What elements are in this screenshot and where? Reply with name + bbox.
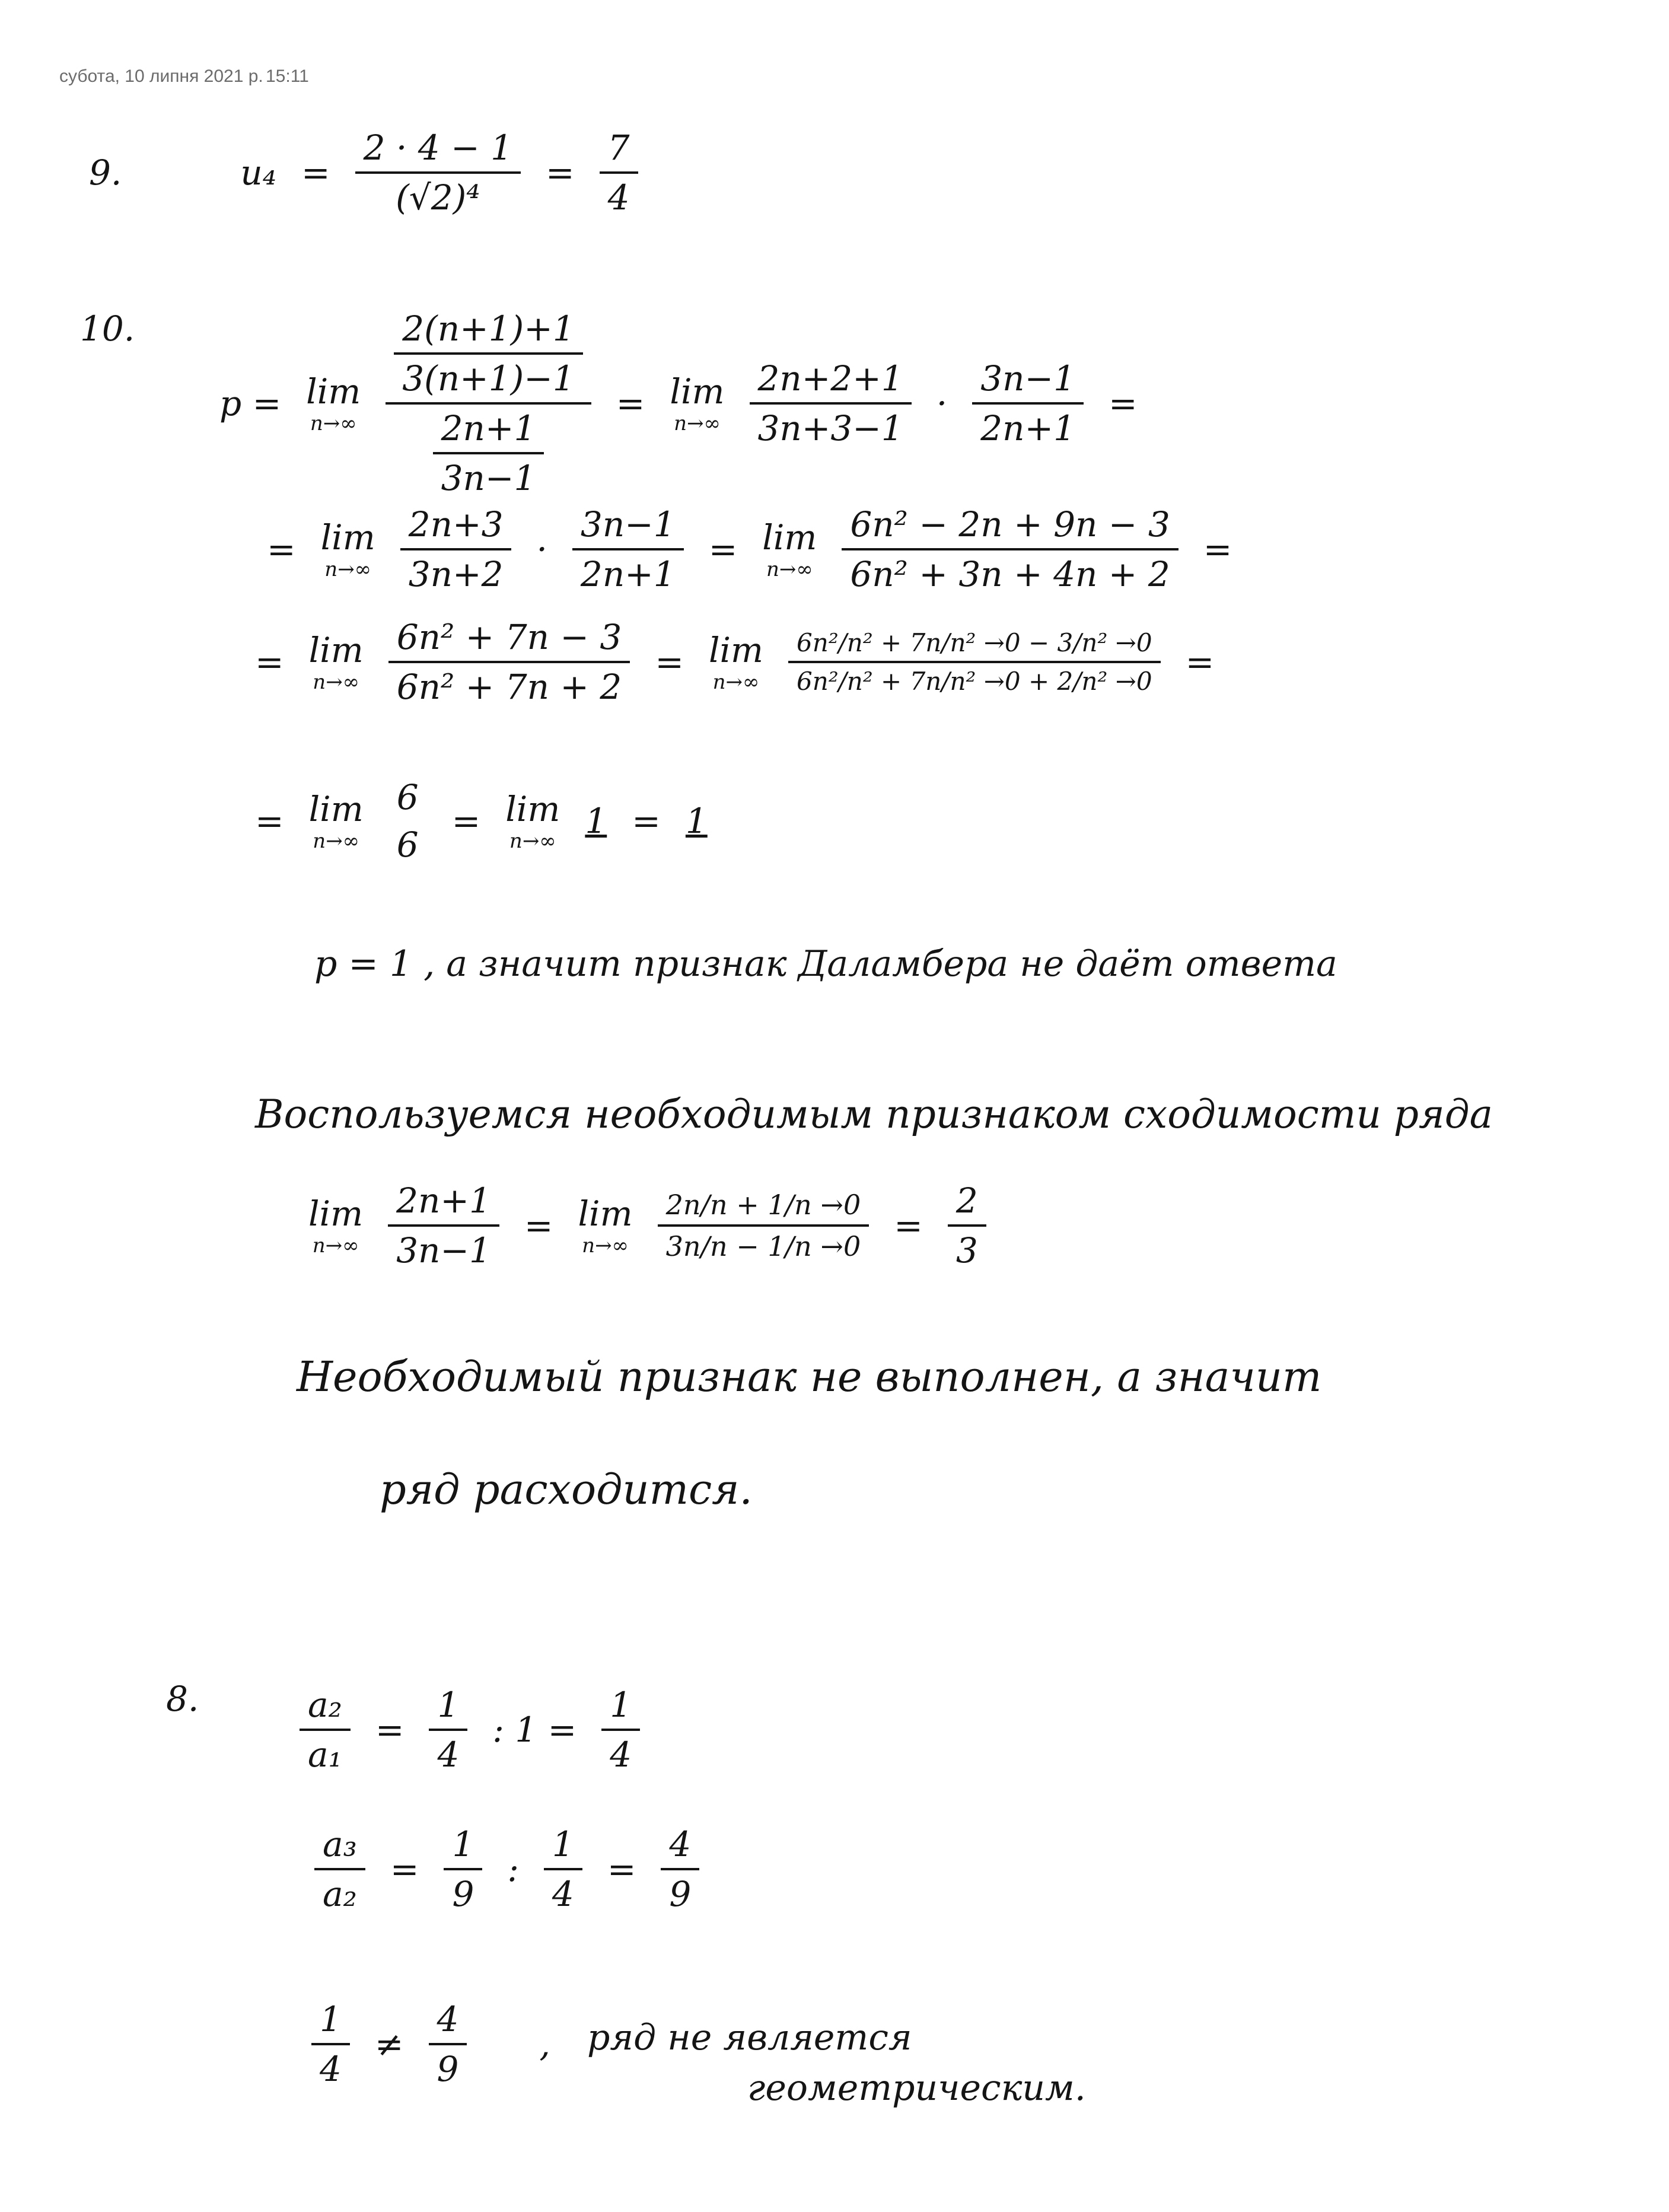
conclusion-not-geometric-a: ряд не является	[587, 2017, 912, 2058]
math-text: 1	[585, 801, 607, 841]
math-text: : 1 =	[492, 1710, 577, 1750]
fraction	[429, 1685, 467, 1775]
fraction	[972, 358, 1084, 448]
problem-10-line-1	[219, 308, 1162, 498]
lim-subscript: n→∞	[324, 558, 372, 581]
denominator: 6n² + 7n + 2	[396, 667, 622, 707]
limit	[308, 1193, 363, 1258]
denominator: 6n²/n² + 7n/n² →0 + 2/n² →0	[797, 667, 1152, 696]
lim-subscript: n→∞	[310, 412, 357, 435]
denominator: 3(n+1)−1	[402, 358, 575, 399]
math-text: u₄	[240, 152, 276, 193]
denominator: 6n² + 3n + 4n + 2	[850, 554, 1170, 594]
lim-text: lim	[578, 1193, 633, 1234]
fraction	[388, 617, 630, 707]
fraction	[400, 504, 512, 594]
fraction	[388, 777, 427, 865]
lim-subscript: n→∞	[582, 1234, 629, 1258]
math-text: =	[451, 801, 481, 841]
fraction	[444, 1824, 482, 1914]
problem-8-row-2	[314, 1824, 724, 1914]
denominator: 3n+2	[408, 554, 504, 594]
denominator: 3n−1	[441, 458, 536, 498]
problem-label: 10.	[80, 308, 135, 349]
math-text: =	[375, 1710, 404, 1750]
math-text: ≠	[374, 2024, 404, 2064]
limit	[709, 630, 763, 694]
fraction	[661, 1824, 699, 1914]
math-text: :	[507, 1849, 519, 1889]
lim-subscript: n→∞	[509, 829, 556, 853]
problem-10-line-2	[267, 504, 1257, 594]
problem-8-label	[166, 1679, 224, 1719]
lim-text: lim	[708, 630, 764, 670]
numerator: a₂	[300, 1685, 351, 1731]
fraction	[544, 1824, 582, 1914]
denominator: 2n+1	[580, 554, 676, 594]
math-text: =	[894, 1205, 923, 1246]
lim-text: lim	[670, 371, 725, 412]
lim-subscript: n→∞	[712, 670, 760, 694]
numerator	[386, 308, 591, 405]
math-text: =	[1185, 642, 1215, 682]
denominator: 2n+1	[980, 408, 1075, 448]
numerator: 7	[600, 128, 638, 174]
denominator: 3n/n − 1/n →0	[665, 1230, 861, 1262]
fraction	[355, 128, 521, 218]
math-text: =	[255, 642, 284, 682]
fraction	[300, 1685, 351, 1775]
denominator: 3	[955, 1230, 978, 1271]
page-time: 15:11	[266, 66, 309, 86]
numerator: 6n² − 2n + 9n − 3	[842, 504, 1178, 550]
math-text: ,	[539, 2024, 550, 2064]
numerator: 1	[444, 1824, 482, 1870]
denominator: 9	[669, 1874, 692, 1914]
denominator: (√2)⁴	[396, 177, 480, 218]
math-text: =	[632, 801, 661, 841]
math-text: =	[607, 1849, 636, 1889]
numerator: 6	[396, 777, 419, 817]
conclusion-dalembert: p = 1 , а значит признак Даламбера не даёт ответа	[314, 943, 1337, 985]
fraction	[788, 628, 1161, 696]
numerator: 6n² + 7n − 3	[388, 617, 630, 663]
denominator: 9	[437, 2049, 459, 2089]
intro-necessary-test: Воспользуемся необходимым признаком сходимости ряда	[255, 1091, 1493, 1137]
problem-8-row-3	[311, 1999, 575, 2089]
lim-text: lim	[320, 517, 375, 558]
problem-10-line-5	[308, 1180, 1011, 1271]
problem-8-row-1	[300, 1685, 665, 1775]
math-text: =	[301, 152, 330, 193]
denominator: 4	[607, 177, 630, 218]
numerator: 2 · 4 − 1	[355, 128, 521, 174]
denominator: a₂	[323, 1874, 357, 1914]
conclusion-diverges: ряд расходится.	[380, 1465, 753, 1514]
lim-text: lim	[308, 630, 364, 670]
problem-10-line-4	[255, 777, 732, 865]
result: 1	[685, 801, 708, 841]
denominator: 4	[320, 2049, 342, 2089]
denominator: 3n−1	[396, 1230, 491, 1271]
numerator: 2n+2+1	[750, 358, 912, 405]
denominator: 6	[396, 825, 419, 865]
math-text: =	[708, 529, 738, 569]
denominator	[425, 405, 553, 498]
numerator: 1	[544, 1824, 582, 1870]
numerator: 1	[429, 1685, 467, 1731]
lim-text: lim	[306, 371, 361, 412]
conclusion-necessary-test: Необходимый признак не выполнен, а значит	[297, 1352, 1322, 1401]
lim-text: lim	[308, 1193, 364, 1234]
math-text: =	[1108, 383, 1138, 424]
denominator: 4	[437, 1734, 460, 1775]
numerator: 4	[429, 1999, 467, 2045]
lim-subscript: n→∞	[674, 412, 721, 435]
limit	[762, 517, 817, 581]
fraction	[311, 1999, 350, 2089]
numerator: a₃	[314, 1824, 365, 1870]
math-text: ·	[936, 383, 948, 424]
denominator: 9	[452, 1874, 474, 1914]
limit	[578, 1193, 632, 1258]
limit	[306, 371, 361, 435]
math-text: =	[546, 152, 575, 193]
numerator: 6n²/n² + 7n/n² →0 − 3/n² →0	[788, 628, 1161, 663]
denominator: 3n+3−1	[757, 408, 903, 448]
limit	[505, 789, 560, 853]
lim-subscript: n→∞	[312, 1234, 359, 1258]
math-text: =	[655, 642, 684, 682]
fraction	[388, 1180, 499, 1271]
lim-text: lim	[762, 517, 817, 558]
numerator: 2(n+1)+1	[394, 308, 583, 355]
math-text: =	[390, 1849, 419, 1889]
fraction	[572, 504, 684, 594]
denominator: 4	[552, 1874, 574, 1914]
lim-subscript: n→∞	[313, 670, 360, 694]
math-text: =	[1203, 529, 1232, 569]
fraction	[601, 1685, 640, 1775]
numerator: 2n/n + 1/n →0	[658, 1189, 869, 1227]
fraction	[842, 504, 1178, 594]
numerator: 1	[601, 1685, 640, 1731]
problem-label: 8.	[166, 1679, 199, 1719]
fraction	[429, 1999, 467, 2089]
compound-fraction	[386, 308, 591, 498]
math-text: =	[267, 529, 296, 569]
page-date: субота, 10 липня 2021 р.	[59, 66, 263, 86]
numerator: 1	[311, 1999, 350, 2045]
problem-10-line-3	[255, 617, 1239, 707]
problem-label: 9.	[89, 152, 122, 193]
lim-subscript: n→∞	[766, 558, 813, 581]
lim-subscript: n→∞	[313, 829, 360, 853]
conclusion-not-geometric-b: геометрическим.	[747, 2067, 1086, 2109]
fraction	[314, 1824, 365, 1914]
limit	[670, 371, 724, 435]
problem-10-label	[80, 308, 160, 349]
math-text: =	[616, 383, 645, 424]
denominator: a₁	[308, 1734, 342, 1775]
limit	[309, 789, 364, 853]
fraction	[948, 1180, 986, 1271]
numerator: 3n−1	[572, 504, 684, 550]
numerator: 2n+1	[433, 408, 544, 454]
math-text: =	[255, 801, 284, 841]
numerator: 3n−1	[972, 358, 1084, 405]
lim-text: lim	[308, 789, 364, 829]
denominator: 4	[610, 1734, 632, 1775]
fraction	[750, 358, 912, 448]
problem-9	[89, 128, 663, 218]
math-text: =	[524, 1205, 553, 1246]
math-text: ·	[536, 529, 547, 569]
math-text: p =	[219, 383, 282, 424]
limit	[309, 630, 364, 694]
fraction	[658, 1189, 869, 1262]
limit	[321, 517, 375, 581]
numerator: 2	[948, 1180, 986, 1227]
numerator: 2n+3	[400, 504, 512, 550]
fraction	[600, 128, 638, 218]
numerator: 2n+1	[388, 1180, 499, 1227]
lim-text: lim	[505, 789, 560, 829]
numerator: 4	[661, 1824, 699, 1870]
